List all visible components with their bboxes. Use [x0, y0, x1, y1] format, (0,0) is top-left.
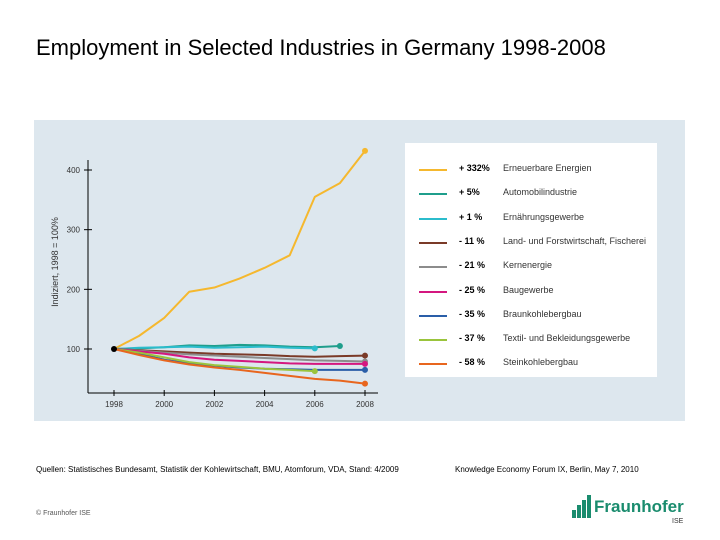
x-tick-label: 2004	[255, 400, 274, 409]
legend-swatch	[419, 315, 447, 317]
legend-change: - 11 %	[459, 235, 485, 246]
legend-swatch	[419, 193, 447, 195]
series-end-point	[312, 345, 318, 351]
legend-change: + 1 %	[459, 211, 483, 222]
fraunhofer-mark-icon	[570, 494, 592, 520]
legend-item	[405, 331, 657, 349]
x-tick-label: 2000	[155, 400, 174, 409]
series-line	[114, 151, 365, 349]
series-end-point	[312, 368, 318, 374]
series-end-point	[362, 361, 368, 367]
legend-label: Ernährungsgewerbe	[503, 211, 585, 222]
logo-subtitle: ISE	[672, 518, 684, 525]
source-note: Quellen: Statistisches Bundesamt, Statistik der Kohlewirtschaft, BMU, Atomforum, VDA, Stand: 4/2009	[36, 465, 399, 474]
x-tick-label: 1998	[105, 400, 123, 409]
legend-label: Braunkohlebergbau	[503, 308, 582, 319]
series-line	[114, 347, 315, 349]
x-tick-label: 2006	[305, 400, 324, 409]
legend-item	[405, 210, 657, 228]
legend-change: + 332%	[459, 163, 490, 173]
legend-swatch	[419, 291, 447, 293]
legend-item	[405, 258, 657, 276]
legend-item	[405, 161, 657, 179]
fraunhofer-logo	[570, 494, 690, 530]
legend-change: + 5%	[459, 187, 480, 198]
legend-label: Textil- und Bekleidungsgewerbe	[503, 333, 631, 344]
legend-label: Land- und Forstwirtschaft, Fischerei	[503, 235, 647, 246]
legend-label: Kernenergie	[503, 260, 553, 271]
series-end-point	[362, 381, 368, 387]
legend-swatch	[419, 242, 447, 244]
series-end-point	[362, 148, 368, 154]
legend-change: - 35 %	[459, 308, 486, 319]
y-tick-label: 100	[66, 345, 80, 354]
legend-label: Baugewerbe	[503, 284, 554, 295]
legend-swatch	[419, 169, 447, 171]
legend-label: Erneuerbare Energien	[503, 163, 592, 173]
series-end-point	[362, 367, 368, 373]
series-end-point	[337, 343, 343, 349]
y-tick-label: 200	[66, 285, 80, 295]
copyright-note: © Fraunhofer ISE	[36, 510, 91, 517]
legend-item	[405, 307, 657, 325]
series-end-point	[362, 353, 368, 359]
legend-swatch	[419, 339, 447, 341]
y-tick-label: 400	[66, 166, 80, 175]
legend-swatch	[419, 266, 447, 268]
legend-item	[405, 283, 657, 301]
legend-item	[405, 234, 657, 252]
legend-label: Automobilindustrie	[503, 187, 578, 198]
x-tick-label: 2008	[356, 400, 374, 409]
event-note: Knowledge Economy Forum IX, Berlin, May 7, 2010	[455, 465, 639, 474]
logo-wordmark: Fraunhofer	[594, 497, 684, 516]
legend-change: - 37 %	[459, 333, 486, 344]
legend-swatch	[419, 363, 447, 365]
legend-swatch	[419, 218, 447, 220]
chart-legend	[405, 143, 657, 377]
legend-label: Steinkohlebergbau	[503, 357, 579, 368]
legend-change: - 58 %	[459, 357, 486, 368]
x-tick-label: 2002	[205, 400, 224, 409]
legend-change: - 21 %	[459, 260, 486, 271]
page-title: Employment in Selected Industries in Germany 1998-2008	[36, 35, 606, 60]
legend-item	[405, 185, 657, 203]
y-tick-label: 300	[66, 225, 80, 235]
start-point	[111, 346, 117, 352]
y-axis-label: Indiziert, 1998 = 100%	[50, 217, 60, 307]
legend-item	[405, 355, 657, 373]
legend-change: - 25 %	[459, 284, 486, 295]
